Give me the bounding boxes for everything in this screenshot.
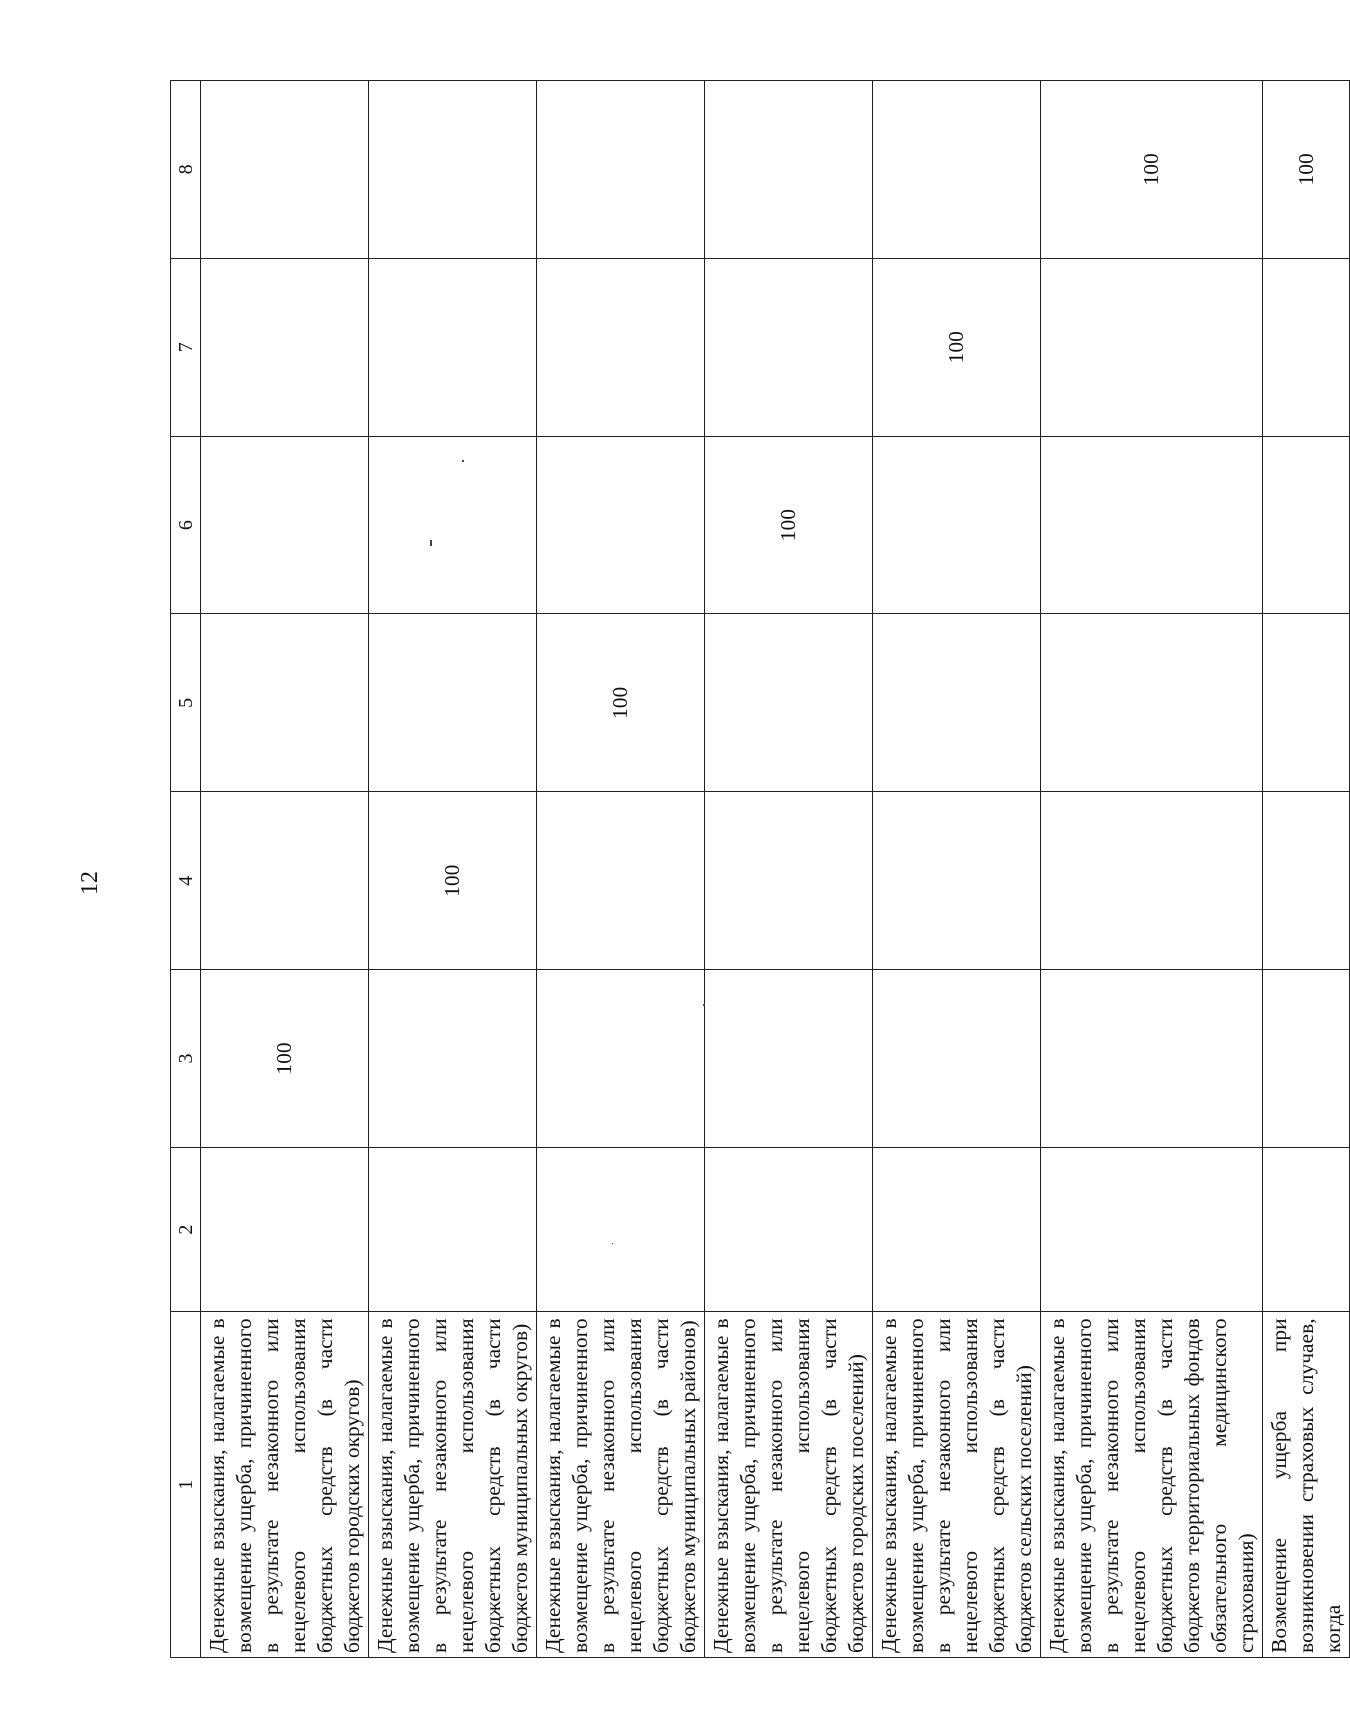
row-description <box>1041 1312 1263 1658</box>
value-cell-col-4 <box>873 792 1041 970</box>
table-row <box>201 81 369 1658</box>
value-cell-col-6 <box>1263 436 1350 614</box>
row-description-text: Денежные взыскания, налагаемые в возмещение ущерба, причиненного в результате незаконного или нецелевого использования бюджетных средств (в части бюджетов территориальных фондов обязательного медицинского страхования) <box>1045 1318 1258 1653</box>
row-description <box>537 1312 705 1658</box>
value-cell-col-7 <box>1263 258 1350 436</box>
value-cell-col-4: 100 <box>369 792 537 970</box>
value-cell-col-4 <box>537 792 705 970</box>
header-cell-7: 7 <box>171 258 201 436</box>
header-cell-5: 5 <box>171 614 201 792</box>
value-cell-col-8 <box>201 81 369 259</box>
table-row <box>873 81 1041 1658</box>
value-cell-col-8 <box>537 81 705 259</box>
row-description <box>369 1312 537 1658</box>
value-cell-col-8 <box>705 81 873 259</box>
value-cell-col-5 <box>1041 614 1263 792</box>
value-cell-col-4 <box>201 792 369 970</box>
value-cell-col-8: 100 <box>1263 81 1350 259</box>
row-description-text: Денежные взыскания, налагаемые в возмещение ущерба, причиненного в результате незаконного или нецелевого использования бюджетных средств (в части бюджетов сельских поселений) <box>877 1318 1036 1653</box>
value-cell-col-3: 100 <box>201 970 369 1148</box>
scan-speck <box>462 460 464 462</box>
scan-speck <box>703 1004 705 1006</box>
value-cell-col-5 <box>1263 614 1350 792</box>
value-cell-col-3 <box>1041 970 1263 1148</box>
table-row <box>537 81 705 1658</box>
page-number: 12 <box>77 871 103 895</box>
value-cell-col-2 <box>705 1147 873 1311</box>
value-cell-col-2 <box>1041 1147 1263 1311</box>
value-cell-col-4 <box>1263 792 1350 970</box>
header-cell-4: 4 <box>171 792 201 970</box>
table-body <box>171 81 1350 1658</box>
value-cell-col-7 <box>705 258 873 436</box>
value-cell-col-2 <box>873 1147 1041 1311</box>
header-cell-6: 6 <box>171 436 201 614</box>
value-cell-col-5 <box>873 614 1041 792</box>
header-cell-2: 2 <box>171 1147 201 1311</box>
header-row <box>171 81 201 1658</box>
value-cell-col-3 <box>1263 970 1350 1148</box>
row-description-text: Денежные взыскания, налагаемые в возмещение ущерба, причиненного в результате незаконного или нецелевого использования бюджетных средств (в части бюджетов городских округов) <box>205 1318 364 1653</box>
value-cell-col-5 <box>201 614 369 792</box>
value-cell-col-4 <box>1041 792 1263 970</box>
value-cell-col-8 <box>873 81 1041 259</box>
value-cell-col-3 <box>873 970 1041 1148</box>
row-description <box>705 1312 873 1658</box>
row-description-text: Денежные взыскания, налагаемые в возмещение ущерба, причиненного в результате незаконного или нецелевого использования бюджетных средств (в части бюджетов городских поселений) <box>709 1318 868 1653</box>
value-cell-col-8 <box>369 81 537 259</box>
value-cell-col-2 <box>201 1147 369 1311</box>
row-description-text: Возмещение ущерба при возникновении страховых случаев, когда <box>1267 1318 1345 1653</box>
value-cell-col-5 <box>705 614 873 792</box>
value-cell-col-7 <box>1041 258 1263 436</box>
scan-speck <box>612 1243 613 1244</box>
row-description-text: Денежные взыскания, налагаемые в возмещение ущерба, причиненного в результате незаконного или нецелевого использования бюджетных средств (в части бюджетов муниципальных округов) <box>373 1318 532 1653</box>
value-cell-col-7: 100 <box>873 258 1041 436</box>
table-row <box>1263 81 1350 1658</box>
value-cell-col-6 <box>201 436 369 614</box>
value-cell-col-5 <box>369 614 537 792</box>
row-description <box>873 1312 1041 1658</box>
revenue-distribution-table <box>170 80 1350 1658</box>
value-cell-col-7 <box>369 258 537 436</box>
scan-speck <box>430 540 432 546</box>
value-cell-col-2 <box>537 1147 705 1311</box>
header-cell-8: 8 <box>171 81 201 259</box>
value-cell-col-6 <box>873 436 1041 614</box>
value-cell-col-6 <box>537 436 705 614</box>
value-cell-col-6 <box>1041 436 1263 614</box>
row-description-text: Денежные взыскания, налагаемые в возмещение ущерба, причиненного в результате незаконного или нецелевого использования бюджетных средств (в части бюджетов муниципальных районов) <box>541 1318 700 1653</box>
row-description <box>201 1312 369 1658</box>
value-cell-col-3 <box>537 970 705 1148</box>
value-cell-col-3 <box>369 970 537 1148</box>
value-cell-col-6 <box>369 436 537 614</box>
header-cell-1: 1 <box>171 1312 201 1658</box>
value-cell-col-8: 100 <box>1041 81 1263 259</box>
rotated-table-area <box>170 80 1345 1658</box>
value-cell-col-7 <box>537 258 705 436</box>
value-cell-col-2 <box>1263 1147 1350 1311</box>
value-cell-col-4 <box>705 792 873 970</box>
value-cell-col-3 <box>705 970 873 1148</box>
table-row <box>369 81 537 1658</box>
value-cell-col-6: 100 <box>705 436 873 614</box>
value-cell-col-2 <box>369 1147 537 1311</box>
value-cell-col-7 <box>201 258 369 436</box>
table-row <box>1041 81 1263 1658</box>
table-row <box>705 81 873 1658</box>
header-cell-3: 3 <box>171 970 201 1148</box>
value-cell-col-5: 100 <box>537 614 705 792</box>
row-description <box>1263 1312 1350 1658</box>
